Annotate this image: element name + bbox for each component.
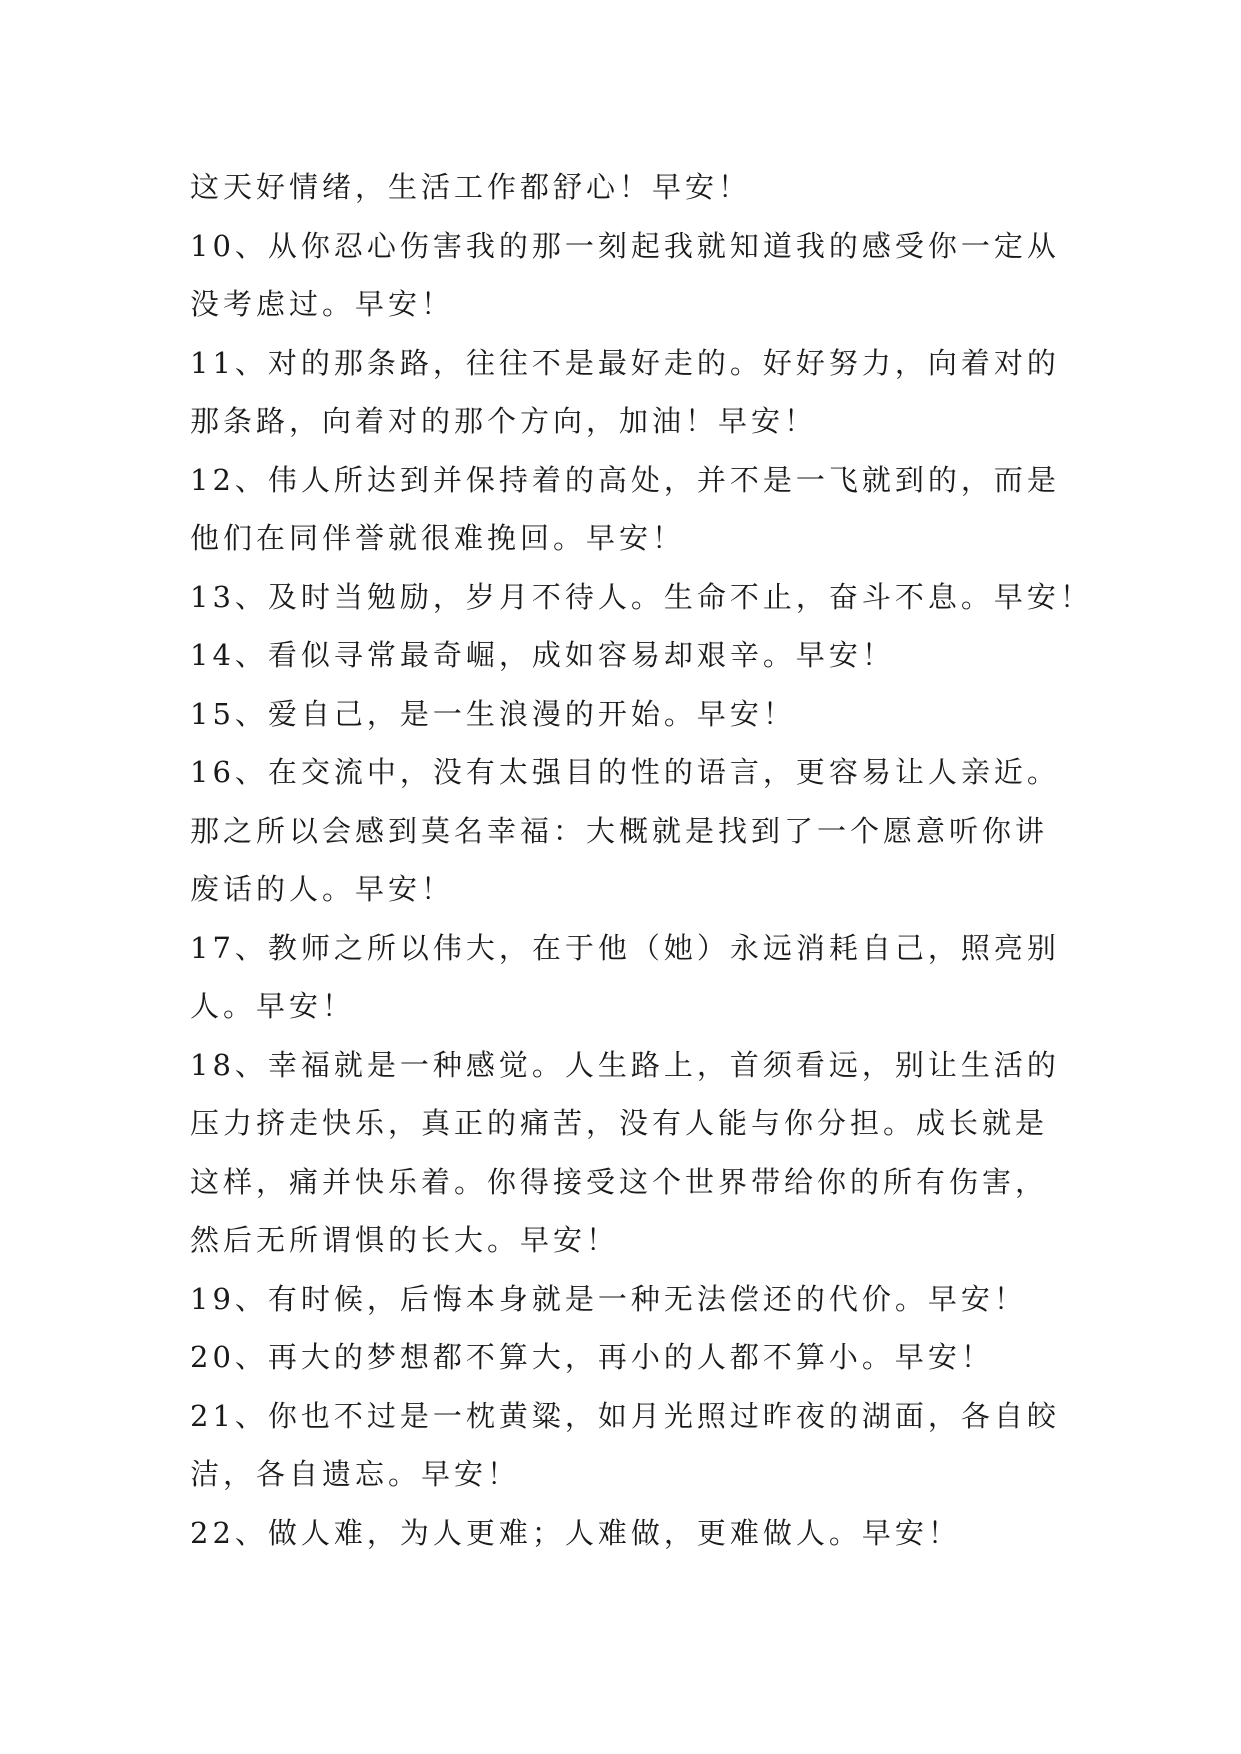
text-line: 然后无所谓惧的长大。早安！ (190, 1223, 620, 1257)
text-line: 洁，各自遗忘。早安！ (190, 1457, 521, 1491)
text-line: 废话的人。早安！ (190, 872, 455, 906)
text-line: 10、从你忍心伤害我的那一刻起我就知道我的感受你一定从 (190, 228, 1060, 263)
document-body (190, 158, 1093, 1562)
text-line: 12、伟人所达到并保持着的高处，并不是一飞就到的，而是 (190, 462, 1060, 497)
text-line: 20、再大的梦想都不算大，再小的人都不算小。早安！ (190, 1340, 994, 1374)
text-line: 15、爱自己，是一生浪漫的开始。早安！ (190, 696, 796, 731)
text-line: 17、教师之所以伟大，在于他（她）永远消耗自己，照亮别 (190, 930, 1060, 965)
text-line: 这样，痛并快乐着。你得接受这个世界带给你的所有伤害， (190, 1164, 1049, 1199)
text-line: 没考虑过。早安！ (190, 287, 455, 321)
text-line: 这天好情绪，生活工作都舒心！早安！ (190, 170, 752, 204)
text-line: 21、你也不过是一枕黄粱，如月光照过昨夜的湖面，各自皎 (190, 1398, 1060, 1433)
text-line: 14、看似寻常最奇崛，成如容易却艰辛。早安！ (190, 638, 895, 672)
text-line: 他们在同伴誉就很难挽回。早安！ (190, 521, 686, 555)
text-line: 16、在交流中，没有太强目的性的语言，更容易让人亲近。 (190, 755, 1060, 789)
text-line: 11、对的那条路，往往不是最好走的。好好努力，向着对的 (190, 345, 1060, 380)
text-line: 13、及时当勉励，岁月不待人。生命不止，奋斗不息。早安！ (190, 579, 1093, 614)
text-line: 22、做人难，为人更难；人难做，更难做人。早安！ (190, 1515, 961, 1550)
text-line: 人。早安！ (190, 989, 356, 1023)
text-line: 18、幸福就是一种感觉。人生路上，首须看远，别让生活的 (190, 1047, 1060, 1082)
text-line: 那之所以会感到莫名幸福：大概就是找到了一个愿意听你讲 (190, 813, 1049, 848)
text-line: 压力挤走快乐，真正的痛苦，没有人能与你分担。成长就是 (190, 1106, 1049, 1140)
text-line: 那条路，向着对的那个方向，加油！早安！ (190, 404, 818, 438)
text-line: 19、有时候，后悔本身就是一种无法偿还的代价。早安！ (190, 1281, 1027, 1316)
